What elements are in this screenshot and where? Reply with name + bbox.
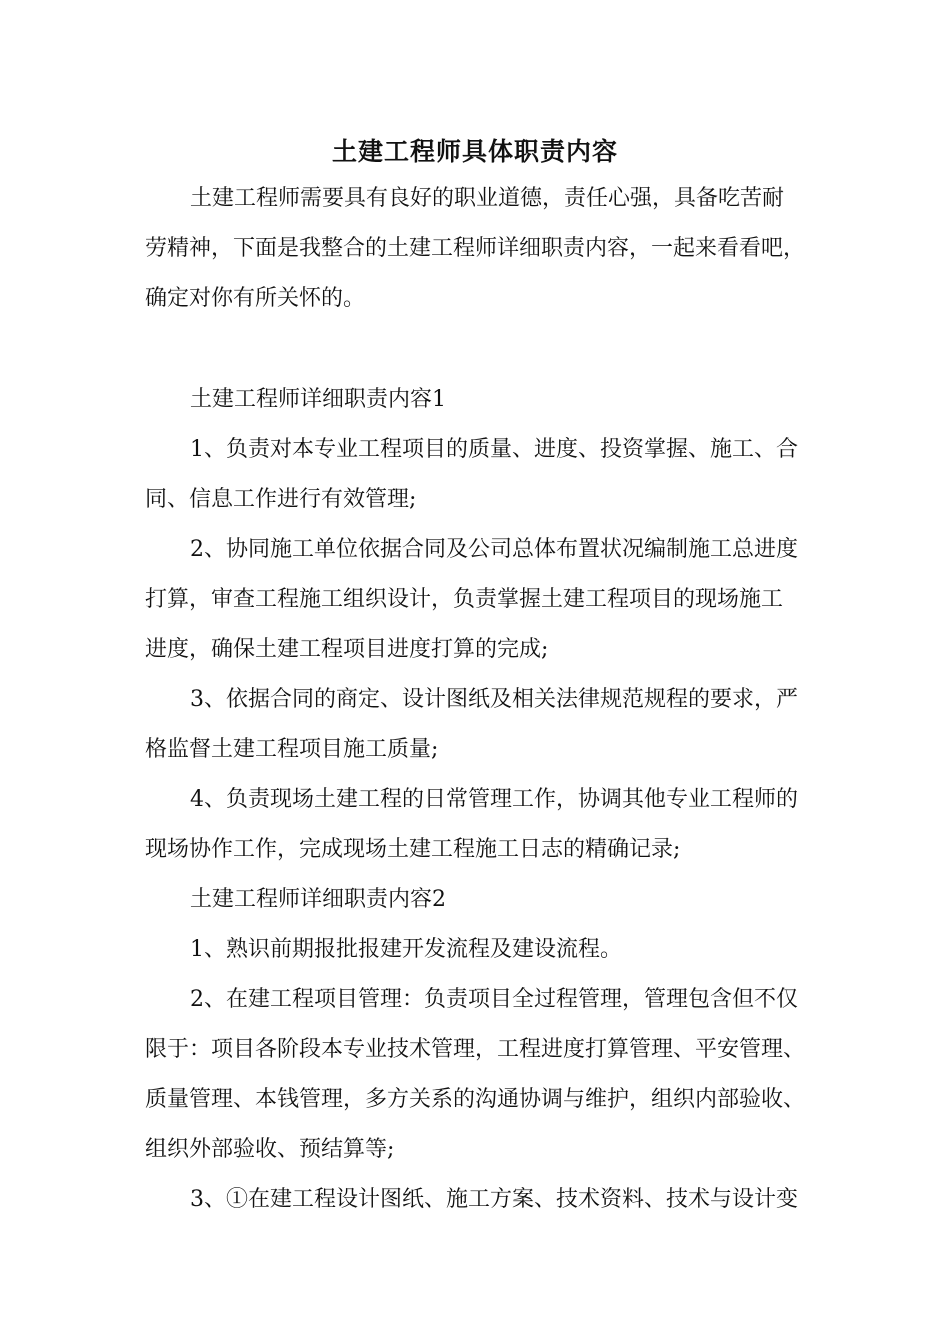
paragraph-line: 4、负责现场土建工程的日常管理工作，协调其他专业工程师的: [190, 787, 798, 812]
document-title: 土建工程师具体职责内容: [331, 137, 618, 166]
intro-line-3: 确定对你有所关怀的。: [145, 286, 366, 311]
section-heading-2: 土建工程师详细职责内容2: [190, 887, 446, 912]
paragraph-line: 组织外部验收、预结算等;: [145, 1137, 395, 1162]
paragraph-line: 2、在建工程项目管理：负责项目全过程管理，管理包含但不仅: [190, 987, 798, 1012]
paragraph-line: 质量管理、本钱管理，多方关系的沟通协调与维护，组织内部验收、: [145, 1087, 806, 1112]
intro-line-2: 劳精神，下面是我整合的土建工程师详细职责内容，一起来看看吧，: [145, 236, 806, 261]
paragraph-line: 1、负责对本专业工程项目的质量、进度、投资掌握、施工、合: [190, 437, 798, 462]
intro-line-1: 土建工程师需要具有良好的职业道德，责任心强，具备吃苦耐: [190, 186, 785, 211]
paragraph-line: 3、依据合同的商定、设计图纸及相关法律规范规程的要求，严: [190, 687, 798, 712]
paragraph-line: 同、信息工作进行有效管理;: [145, 487, 417, 512]
paragraph-line: 3、①在建工程设计图纸、施工方案、技术资料、技术与设计变: [190, 1187, 798, 1212]
paragraph-line: 现场协作工作，完成现场土建工程施工日志的精确记录;: [145, 837, 681, 862]
paragraph-line: 进度，确保土建工程项目进度打算的完成;: [145, 637, 549, 662]
paragraph-line: 1、熟识前期报批报建开发流程及建设流程。: [190, 937, 622, 962]
paragraph-line: 限于：项目各阶段本专业技术管理，工程进度打算管理、平安管理、: [145, 1037, 806, 1062]
paragraph-line: 2、协同施工单位依据合同及公司总体布置状况编制施工总进度: [190, 537, 798, 562]
paragraph-line: 格监督土建工程项目施工质量;: [145, 737, 439, 762]
section-heading-1: 土建工程师详细职责内容1: [190, 387, 446, 412]
paragraph-line: 打算，审查工程施工组织设计，负责掌握土建工程项目的现场施工: [145, 587, 784, 612]
